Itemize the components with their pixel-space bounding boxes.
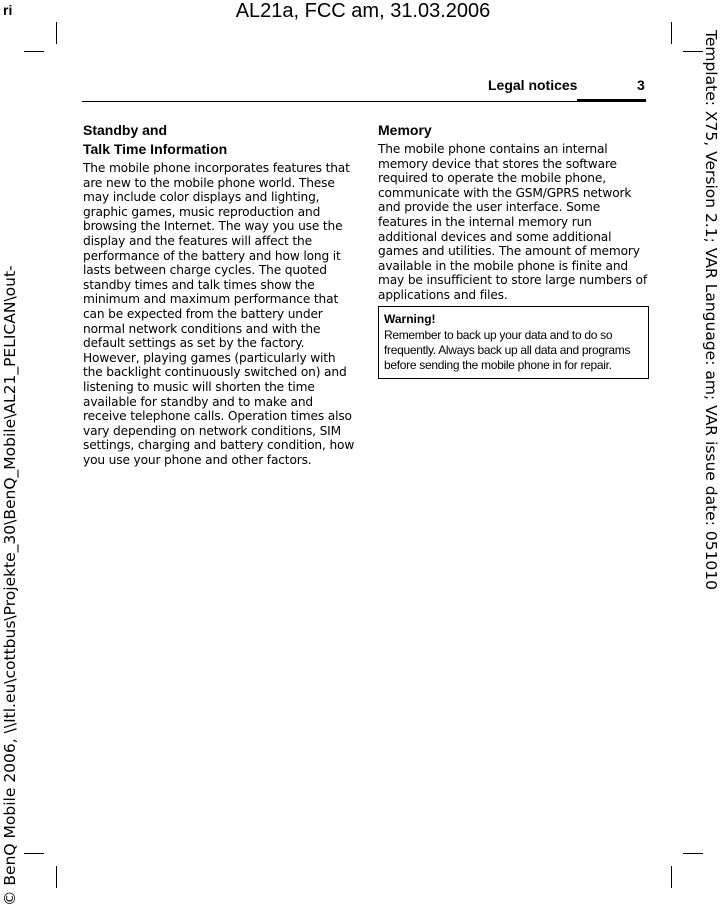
standby-body-text: The mobile phone incorporates features that are new to the mobile phone world. These may include color displays and lighting, graphic games, music reproduction and browsing the Internet. The way you use the display and the features will affect the performance of the battery and how long it lasts between charge cycles. The quoted standby times and talk times show the minimum and maximum performance that can be expected from the battery under normal network conditions and with the default settings as set by the factory. However, playing games (particularly with the backlight continuously switched on) and listening to music will shorten the time available for standby and to make and receive telephone calls. Operation times also vary depending on network conditions, SIM settings, charging and battery condition, how you use your phone and other factors. <box>83 161 355 467</box>
crop-mark <box>683 51 703 52</box>
crop-mark <box>671 22 672 44</box>
crop-mark <box>56 866 57 888</box>
page-number: 3 <box>637 77 645 93</box>
section-title: Legal notices <box>488 77 578 93</box>
standby-heading-line1: Standby and <box>83 122 168 138</box>
header-rule-accent <box>577 99 646 102</box>
crop-mark <box>671 866 672 888</box>
document-header: AL21a, FCC am, 31.03.2006 <box>235 0 491 22</box>
crop-mark <box>24 51 44 52</box>
left-column <box>83 121 355 467</box>
print-mark-label: ri <box>3 2 13 18</box>
memory-body-text: The mobile phone contains an internal memory device that stores the software required to operate the mobile phone, communicate with the GSM/GPRS network and provide the user interface. Some features in the internal memory run additional devices and some additional games and utilities. The amount of memory available in the mobile phone is finite and may be insufficient to store large numbers of applications and files. <box>378 142 648 302</box>
template-info-vertical: Template: X75, Version 2.1; VAR Language: am; VAR issue date: 051010 <box>702 30 720 591</box>
warning-text: Remember to back up your data and to do so frequently. Always back up all data and programs before sending the mobile phone in for repair. <box>384 328 631 372</box>
warning-box <box>378 306 649 379</box>
warning-title: Warning! <box>384 312 436 326</box>
header-rule <box>82 101 646 102</box>
standby-heading-line2: Talk Time Information <box>83 141 228 157</box>
crop-mark <box>24 853 44 854</box>
right-column <box>378 121 648 303</box>
crop-mark <box>56 22 57 44</box>
memory-heading: Memory <box>378 122 432 138</box>
crop-mark <box>683 853 703 854</box>
copyright-path-vertical: © BenQ Mobile 2006, \\Itl.eu\cottbus\Projekte_30\BenQ_Mobile\AL21_PELICAN\out- <box>1 265 19 906</box>
